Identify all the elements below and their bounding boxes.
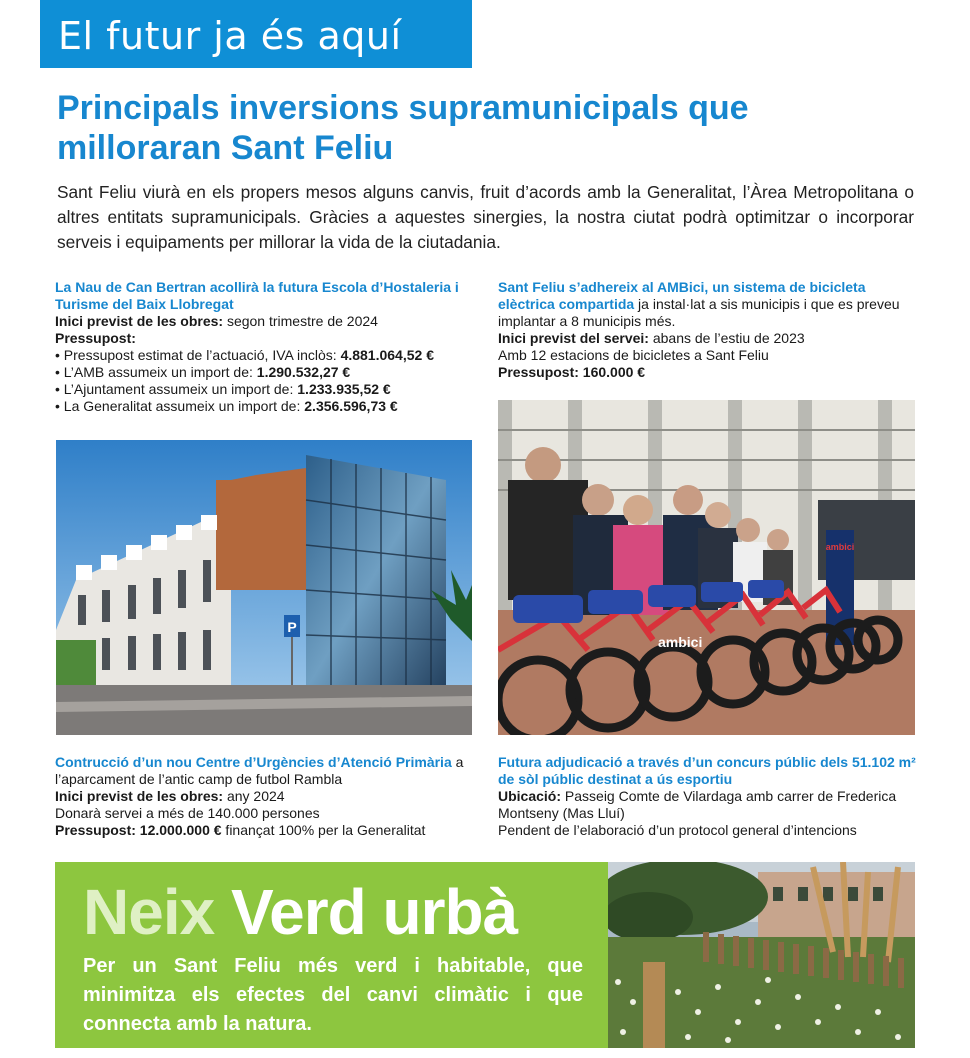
bike-sign: ambici bbox=[658, 634, 703, 650]
park-photo bbox=[608, 862, 915, 1048]
neix-verd-text: Per un Sant Feliu més verd i habitable, que minimitza els efectes del canvi climàtic i que connecta amb la natura. bbox=[83, 955, 583, 1035]
project-ambici bbox=[498, 279, 918, 381]
project-sport-heading: Futura adjudicació a través d’un concurs públic dels 51.102 m² de sòl públic destinat a ús esportiu bbox=[498, 754, 916, 787]
project-nau bbox=[55, 279, 485, 415]
page-title: Principals inversions supramunicipals que milloraran Sant Feliu bbox=[57, 89, 749, 167]
neix-verd-title: Neix Verd urbà bbox=[83, 876, 518, 948]
parking-sign: P bbox=[287, 619, 297, 635]
list-item: • L’Ajuntament assumeix un import de: 1.233.935,52 € bbox=[55, 381, 485, 398]
section-banner-title: El futur ja és aquí bbox=[58, 14, 402, 58]
project-cuap bbox=[55, 754, 485, 839]
project-sport bbox=[498, 754, 918, 839]
project-sport-location: Ubicació: Passeig Comte de Vilardaga amb carrer de Frederica Montseny (Mas Lluí) bbox=[498, 788, 897, 821]
project-ambici-start: Inici previst del servei: abans de l’estiu de 2023 bbox=[498, 330, 805, 346]
project-cuap-people: Donarà servei a més de 140.000 persones bbox=[55, 805, 320, 821]
list-item: • Pressupost estimat de l’actuació, IVA inclòs: 4.881.064,52 € bbox=[55, 347, 485, 364]
bikes-photo bbox=[498, 400, 915, 735]
intro-paragraph: Sant Feliu viurà en els propers mesos alguns canvis, fruit d’acords amb la Generalitat, l’Àrea Metropolitana o altres entitats supramunicipals. Gràcies a aquestes sinergies, la nostra ciutat podrà optimitzar o incorporar serveis i equipaments per millorar la vida de la ciutadania. bbox=[57, 182, 914, 252]
project-nau-heading: La Nau de Can Bertran acollirà la futura Escola d’Hostaleria i Turisme del Baix Llobregat bbox=[55, 279, 459, 312]
list-item: • La Generalitat assumeix un import de: 2.356.596,73 € bbox=[55, 398, 485, 415]
list-item: • L’AMB assumeix un import de: 1.290.532,27 € bbox=[55, 364, 485, 381]
project-nau-budget-list bbox=[55, 347, 485, 415]
neix-verd-panel bbox=[55, 862, 608, 1048]
station-sign: ambici bbox=[825, 542, 855, 552]
project-sport-pending: Pendent de l’elaboració d’un protocol general d’intencions bbox=[498, 822, 857, 838]
project-ambici-budget: Pressupost: 160.000 € bbox=[498, 364, 646, 380]
building-photo bbox=[56, 440, 472, 735]
project-cuap-heading: Contrucció d’un nou Centre d’Urgències d’Atenció Primària a l’aparcament de l’antic camp de futbol Rambla bbox=[55, 754, 464, 787]
bikes-illustration bbox=[498, 400, 915, 735]
building-illustration bbox=[56, 440, 472, 735]
project-ambici-heading: Sant Feliu s’adhereix al AMBici, un sistema de bicicleta elèctrica compartida ja instal·lat a sis municipis i que es preveu implantar a 8 municipis més. bbox=[498, 279, 900, 329]
park-illustration bbox=[608, 862, 915, 1048]
project-nau-start: Inici previst de les obres: segon trimestre de 2024 bbox=[55, 313, 378, 329]
project-nau-budget-label: Pressupost: bbox=[55, 330, 136, 346]
project-cuap-budget: Pressupost: 12.000.000 € finançat 100% per la Generalitat bbox=[55, 822, 426, 838]
project-ambici-stations: Amb 12 estacions de bicicletes a Sant Feliu bbox=[498, 347, 769, 363]
project-cuap-start: Inici previst de les obres: any 2024 bbox=[55, 788, 285, 804]
